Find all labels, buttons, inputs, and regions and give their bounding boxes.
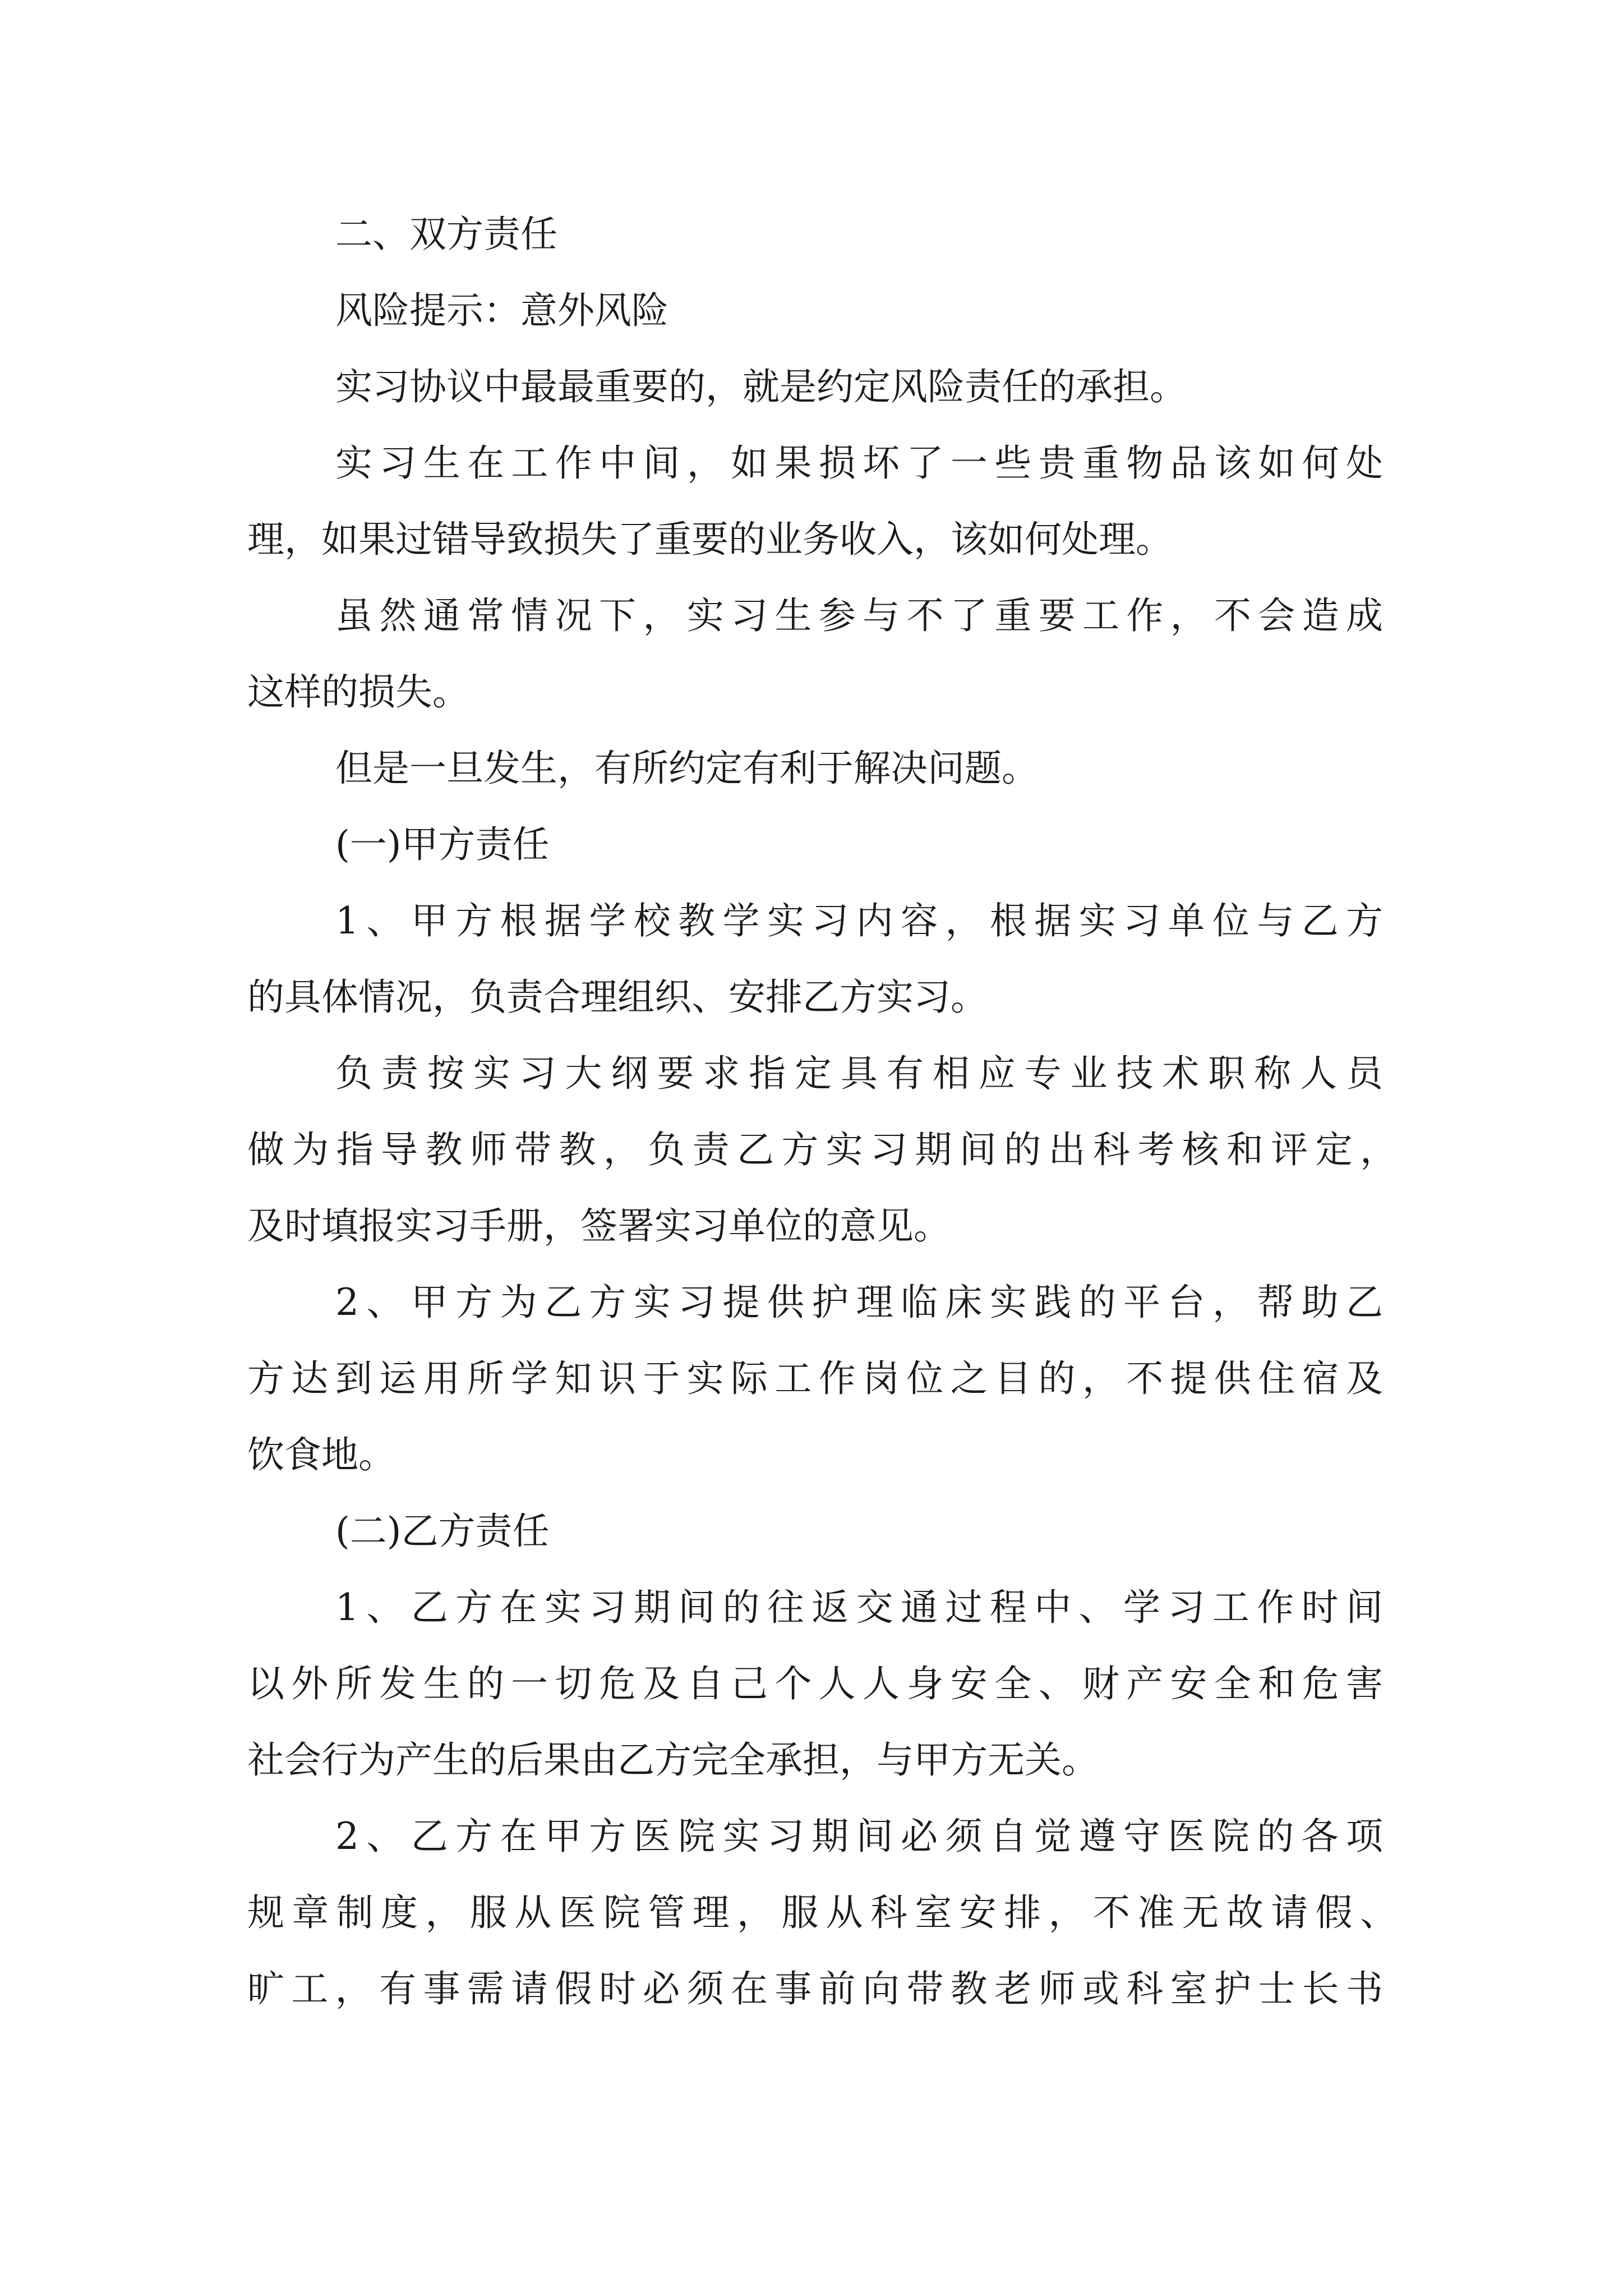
body-line: 做为指导教师带教，负责乙方实习期间的出科考核和评定， — [247, 1128, 1397, 1171]
risk-tip-line: 风险提示：意外风险 — [335, 289, 668, 332]
body-line: 2、乙方在甲方医院实习期间必须自觉遵守医院的各项 — [335, 1815, 1383, 1858]
body-line: 方达到运用所学知识于实际工作岗位之目的，不提供住宿及 — [247, 1357, 1383, 1400]
body-line: 负责按实习大纲要求指定具有相应专业技术职称人员 — [335, 1052, 1383, 1095]
body-line: 理，如果过错导致损失了重要的业务收入，该如何处理。 — [247, 518, 1173, 561]
body-line: 这样的损失。 — [247, 670, 469, 714]
body-line: 虽然通常情况下，实习生参与不了重要工作，不会造成 — [335, 594, 1383, 637]
body-line: 1、乙方在实习期间的往返交通过程中、学习工作时间 — [335, 1586, 1383, 1629]
body-line: 及时填报实习手册，签署实习单位的意见。 — [247, 1204, 951, 1248]
body-line: 饮食地。 — [247, 1433, 395, 1476]
subsection-heading: (二)乙方责任 — [335, 1510, 550, 1553]
subsection-heading: (一)甲方责任 — [335, 823, 550, 866]
body-line: 以外所发生的一切危及自己个人人身安全、财产安全和危害 — [247, 1662, 1383, 1705]
body-line: 但是一旦发生，有所约定有利于解决问题。 — [335, 747, 1039, 790]
body-line: 的具体情况，负责合理组织、安排乙方实习。 — [247, 976, 988, 1019]
body-line: 旷工，有事需请假时必须在事前向带教老师或科室护士长书 — [247, 1967, 1383, 2010]
body-line: 2、甲方为乙方实习提供护理临床实践的平台，帮助乙 — [335, 1281, 1383, 1324]
body-line: 社会行为产生的后果由乙方完全承担，与甲方无关。 — [247, 1738, 1099, 1782]
body-line: 实习生在工作中间，如果损坏了一些贵重物品该如何处 — [335, 441, 1383, 485]
body-line: 1、甲方根据学校教学实习内容，根据实习单位与乙方 — [335, 899, 1383, 942]
section-heading: 二、双方责任 — [335, 213, 557, 256]
body-line: 实习协议中最最重要的，就是约定风险责任的承担。 — [335, 365, 1187, 408]
body-line: 规章制度，服从医院管理，服从科室安排，不准无故请假、 — [247, 1891, 1397, 1934]
